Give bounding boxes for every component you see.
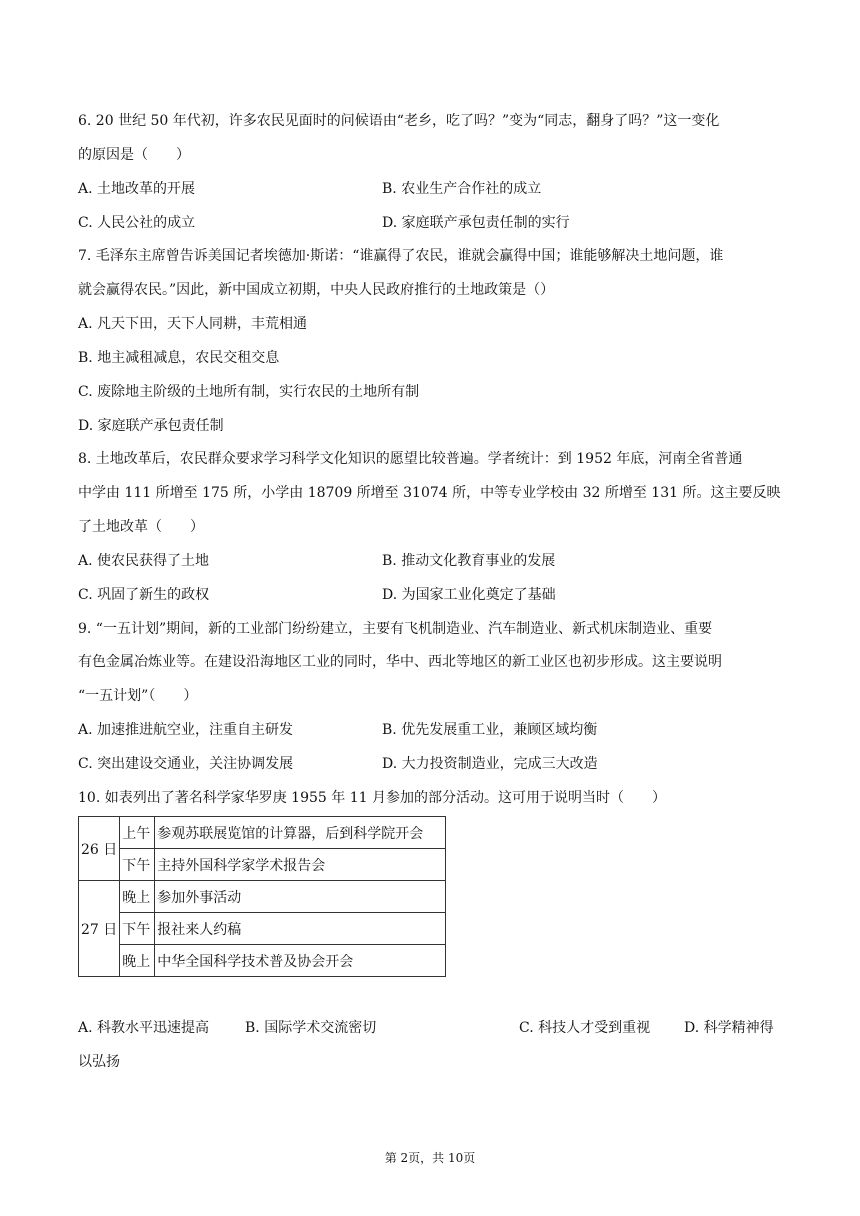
- question-10-stem: 10. 如表列出了著名科学家华罗庚 1955 年 11 月参加的部分活动。这可用于说明当时（ ）: [78, 790, 666, 806]
- question-9-option-a: A. 加速推进航空业，注重自主研发: [78, 722, 294, 738]
- page-footer: 第 2页，共 10页: [384, 1151, 476, 1165]
- table-row: [79, 945, 446, 977]
- question-8-stem-line-3: 了土地改革（ ）: [78, 519, 204, 535]
- table-row: [79, 913, 446, 945]
- question-9-stem-line-3: “一五计划”（ ）: [78, 688, 198, 704]
- question-8-option-d: D. 为国家工业化奠定了基础: [382, 587, 556, 603]
- question-7-option-d: D. 家庭联产承包责任制: [78, 418, 224, 434]
- table-activity-cell: 参加外事活动: [155, 881, 446, 913]
- question-9-stem-line-1: 9. “一五计划”期间，新的工业部门纷纷建立，主要有飞机制造业、汽车制造业、新式机床制造业、重要: [78, 621, 713, 637]
- question-6-option-d: D. 家庭联产承包责任制的实行: [382, 215, 570, 231]
- table-activity-cell: 主持外国科学家学术报告会: [155, 849, 446, 881]
- question-7-stem-line-2: 就会赢得农民。”因此，新中国成立初期，中央人民政府推行的土地政策是（）: [78, 282, 555, 298]
- table-time-cell: 上午: [120, 817, 155, 849]
- question-10-option-b: B. 国际学术交流密切: [245, 1020, 377, 1036]
- question-7-stem-line-1: 7. 毛泽东主席曾告诉美国记者埃德加·斯诺：“谁赢得了农民，谁就会赢得中国；谁能够解决土地问题，谁: [78, 248, 724, 264]
- table-row: [79, 817, 446, 849]
- question-8-stem-line-2: 中学由 111 所增至 175 所，小学由 18709 所增至 31074 所，中等专业学校由 32 所增至 131 所。这主要反映: [78, 485, 781, 501]
- table-activity-cell: 中华全国科学技术普及协会开会: [155, 945, 446, 977]
- table-activity-cell: 参观苏联展览馆的计算器，后到科学院开会: [155, 817, 446, 849]
- table-time-cell: 晚上: [120, 945, 155, 977]
- question-8-option-a: A. 使农民获得了土地: [78, 553, 210, 569]
- table-time-cell: 下午: [120, 849, 155, 881]
- question-9-option-c: C. 突出建设交通业，关注协调发展: [78, 756, 294, 772]
- question-10-option-d-continued: 以弘扬: [78, 1054, 120, 1070]
- table-day-27: 27 日: [79, 881, 120, 977]
- question-7-option-c: C. 废除地主阶级的土地所有制，实行农民的土地所有制: [78, 384, 420, 400]
- question-7-option-b: B. 地主减租减息，农民交租交息: [78, 350, 280, 366]
- table-time-cell: 晚上: [120, 881, 155, 913]
- question-10-option-c: C. 科技人才受到重视: [519, 1020, 651, 1036]
- table-activity-cell: 报社来人约稿: [155, 913, 446, 945]
- activity-table: [78, 816, 446, 977]
- question-10-option-d: D. 科学精神得: [684, 1020, 774, 1036]
- question-9-option-d: D. 大力投资制造业，完成三大改造: [382, 756, 598, 772]
- question-10-option-a: A. 科教水平迅速提高: [78, 1020, 210, 1036]
- question-6-option-c: C. 人民公社的成立: [78, 215, 196, 231]
- table-time-cell: 下午: [120, 913, 155, 945]
- question-6-stem-line-1: 6. 20 世纪 50 年代初，许多农民见面时的问候语由“老乡，吃了吗？”变为“同志，翻身了吗？”这一变化: [78, 113, 720, 129]
- question-6-option-b: B. 农业生产合作社的成立: [382, 181, 542, 197]
- question-9-stem-line-2: 有色金属冶炼业等。在建设沿海地区工业的同时，华中、西北等地区的新工业区也初步形成。这主要说明: [78, 654, 722, 670]
- question-8-stem-line-1: 8. 土地改革后，农民群众要求学习科学文化知识的愿望比较普遍。学者统计：到 1952 年底，河南全省普通: [78, 451, 743, 467]
- question-6-stem-line-2: 的原因是（ ）: [78, 147, 190, 163]
- table-row: [79, 881, 446, 913]
- question-9-option-b: B. 优先发展重工业，兼顾区域均衡: [382, 722, 598, 738]
- table-row: [79, 849, 446, 881]
- table-day-26: 26 日: [79, 817, 120, 881]
- question-8-option-c: C. 巩固了新生的政权: [78, 587, 210, 603]
- question-7-option-a: A. 凡天下田，天下人同耕，丰荒相通: [78, 316, 308, 332]
- question-8-option-b: B. 推动文化教育事业的发展: [382, 553, 556, 569]
- question-6-option-a: A. 土地改革的开展: [78, 181, 196, 197]
